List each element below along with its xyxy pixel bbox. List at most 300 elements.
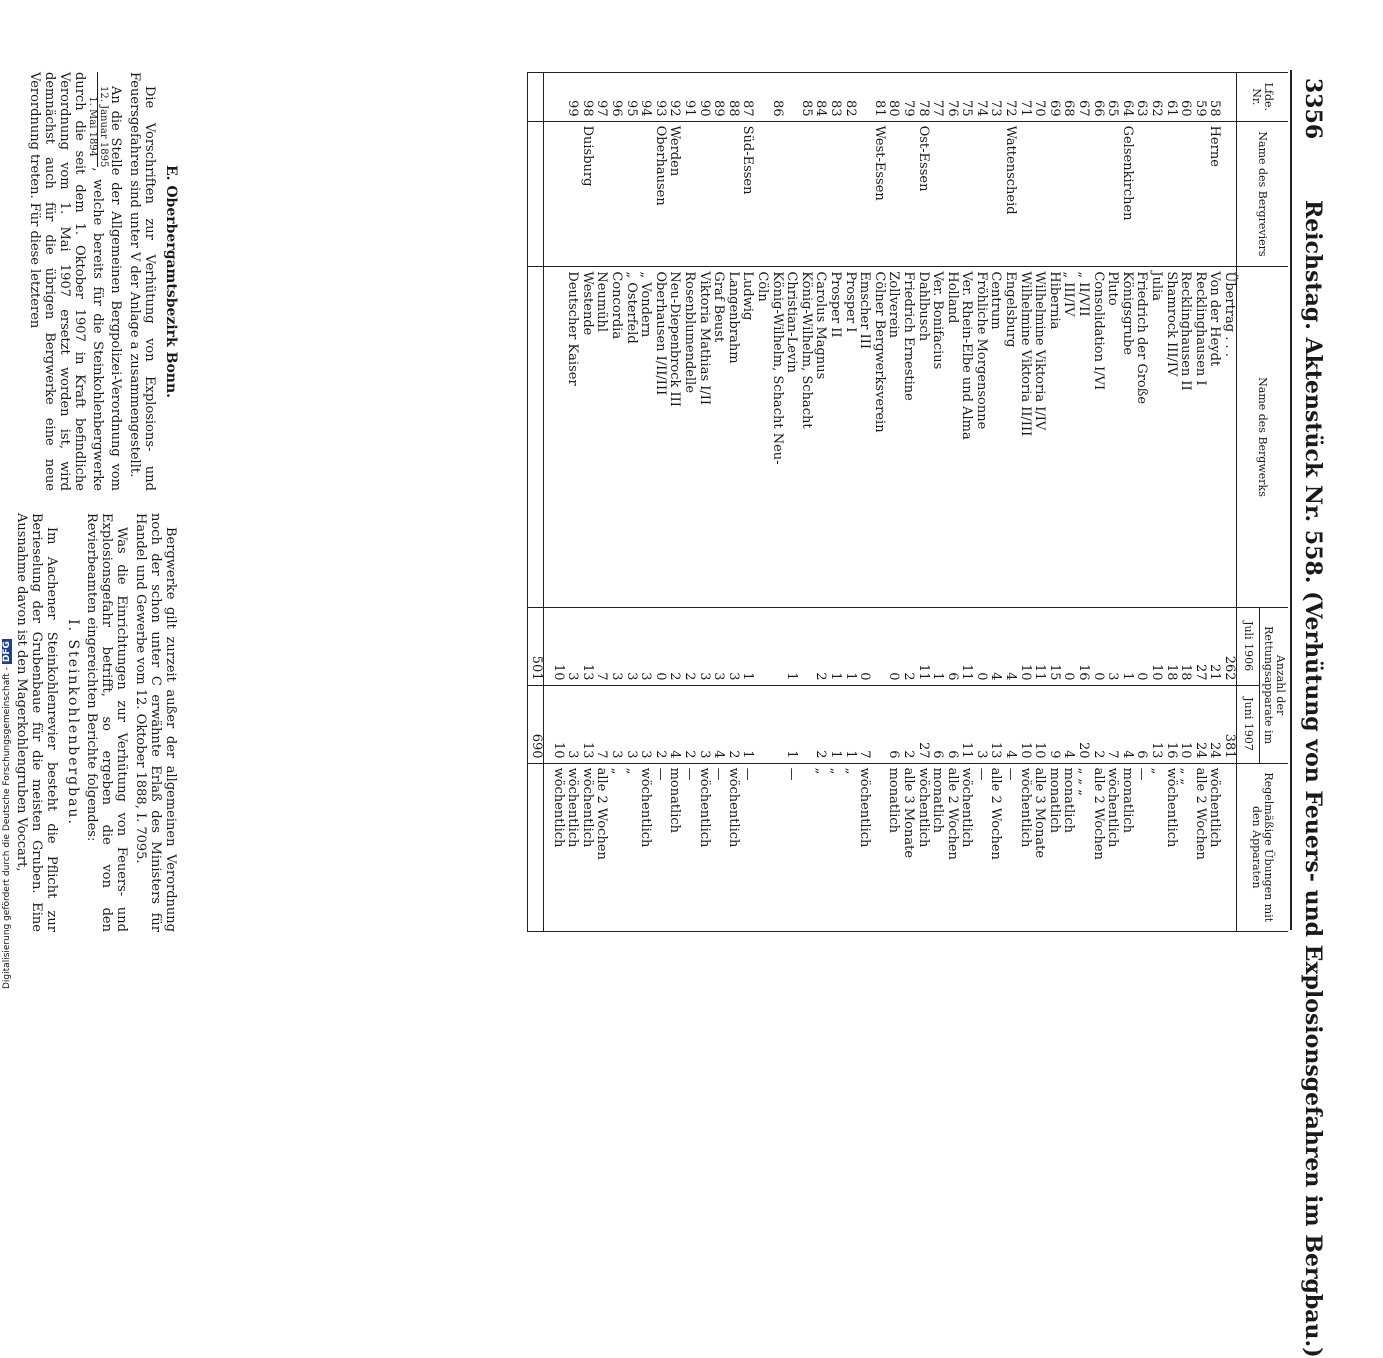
footer-credit [2,639,12,989]
cell-werk: Christian-Levin [784,267,799,607]
cell-juni-1907: 4 [1061,685,1076,763]
right-paragraph-1: Bergwerke gilt zurzeit außer der allgemeinen Verordnung noch der schon unter C erwähnte Erlaß des Ministers für Handel und Gewerbe vom 12. Oktober 1888, I. 7095. [133,513,178,932]
cell-werk: Übertrag . . . [1221,267,1236,607]
cell-juli-1906: 21 [1207,607,1222,685]
cell-werk: Prosper II [827,267,842,607]
cell-juni-1907: 10 [1032,685,1047,763]
cell-juli-1906 [754,607,769,685]
cell-revier [900,121,915,267]
cell-werk [550,267,565,607]
cell-revier [842,121,857,267]
table-row [1105,73,1120,932]
cell-juni-1907: 3 [638,685,653,763]
cell-juli-1906: 4 [1003,607,1018,685]
cell-juli-1906: 0 [1061,607,1076,685]
cell-uebungen [1221,763,1236,931]
cell-juni-1907: 4 [711,685,726,763]
cell-juni-1907: 7 [857,685,872,763]
cell-juni-1907: 10 [1017,685,1032,763]
table-row [944,73,959,932]
cell-revier [930,121,945,267]
cell-werk: Rosenblumendelle [681,267,696,607]
cell-revier: Oberhausen [652,121,667,267]
cell-nr: 90 [696,73,711,122]
cell-uebungen: wöchentlich [857,763,872,931]
table-row [1003,73,1018,932]
cell-revier [1061,121,1076,267]
table-row [1075,73,1090,932]
section-e-heading: E. Oberbergamtsbezirk Bonn. [163,164,179,399]
cell-juli-1906: 2 [900,607,915,685]
table-row [608,73,623,932]
cell-werk: Wilhelmine Viktoria II/III [1017,267,1032,607]
cell-uebungen: „ [623,763,638,931]
cell-juni-1907: 11 [959,685,974,763]
table-row [857,73,872,932]
cell-nr [1221,73,1236,122]
cell-nr: 86 [769,73,784,122]
cell-nr: 63 [1134,73,1149,122]
cell-juni-1907: 27 [915,685,930,763]
cell-juni-1907 [754,685,769,763]
cell-werk: Ver. Rhein-Elbe und Alma [959,267,974,607]
cell-werk: Zollverein [886,267,901,607]
col-header-werk: Name des Bergwerks [1237,267,1289,607]
cell-juli-1906: 1 [740,607,755,685]
p2-text-a: An die Stelle der Allgemeinen Bergpolizei-Verordnung vom [108,86,123,491]
total-empty-cell [528,121,544,267]
cell-juli-1906: 18 [1163,607,1178,685]
cell-juni-1907: 6 [1134,685,1149,763]
cell-revier [550,121,565,267]
cell-nr: 89 [711,73,726,122]
table-row [769,73,784,932]
cell-werk: Emscher III [857,267,872,607]
cell-juni-1907: 10 [1178,685,1193,763]
cell-juni-1907: 6 [886,685,901,763]
cell-nr: 82 [842,73,857,122]
table-header-row [1260,73,1289,932]
cell-revier [608,121,623,267]
cell-uebungen: alle 3 Monate [900,763,915,931]
total-empty-cell [528,763,544,931]
cell-uebungen: alle 2 Wochen [988,763,1003,931]
table-row [711,73,726,932]
cell-juni-1907: 13 [1148,685,1163,763]
cell-uebungen [871,763,886,931]
header-rule [1290,70,1292,930]
cell-juni-1907: 10 [550,685,565,763]
table-row [871,73,886,932]
cell-revier [973,121,988,267]
cell-werk: Langenbrahm [725,267,740,607]
cell-revier [1032,121,1047,267]
cell-nr: 97 [594,73,609,122]
cell-juni-1907: 13 [579,685,594,763]
cell-uebungen: wöchentlich [696,763,711,931]
cell-revier [1105,121,1120,267]
cell-werk: „ III/IV [1061,267,1076,607]
cell-revier [988,121,1003,267]
cell-werk: Recklinghausen II [1178,267,1193,607]
cell-nr: 81 [871,73,886,122]
cell-revier [623,121,638,267]
cell-werk: Engelsburg [1003,267,1018,607]
cell-nr: 95 [623,73,638,122]
cell-juli-1906: 3 [623,607,638,685]
cell-werk: Neumühl [594,267,609,607]
section-e-paragraph-2 [27,72,123,491]
cell-revier [784,121,799,267]
cell-nr: 60 [1178,73,1193,122]
cell-revier [638,121,653,267]
cell-revier [565,121,580,267]
cell-werk: Shamrock III/IV [1163,267,1178,607]
cell-juni-1907: 6 [930,685,945,763]
cell-nr [550,73,565,122]
spacer-cell [544,267,551,607]
table-row [1134,73,1149,932]
cell-werk: Neu-Diepenbrock III [667,267,682,607]
text-column-right [10,513,178,932]
cell-nr: 76 [944,73,959,122]
page-number: 3356 [1300,78,1326,140]
cell-juli-1906: 2 [681,607,696,685]
table-row [988,73,1003,932]
cell-uebungen: monatlich [667,763,682,931]
cell-juli-1906: 1 [842,607,857,685]
cell-revier [1178,121,1193,267]
table-body [528,73,1237,932]
cell-nr: 99 [565,73,580,122]
table-row [565,73,580,932]
cell-juni-1907: 2 [681,685,696,763]
cell-nr: 72 [1003,73,1018,122]
right-paragraph-2: Was die Einrichtungen zur Verhütung von Feuers- und Explosionsgefahr betrifft, so ergeben die von den Revierbeamten eingereichten Berichte folgendes: [84,513,129,932]
cell-werk: „ Osterfeld [623,267,638,607]
cell-juli-1906: 13 [579,607,594,685]
cell-uebungen: wöchentlich [1207,763,1222,931]
cell-revier: West-Essen [871,121,886,267]
table-row [725,73,740,932]
cell-uebungen: wöchentlich [579,763,594,931]
table-row [886,73,901,932]
table-row [1119,73,1134,932]
cell-uebungen: — [973,763,988,931]
cell-nr: 64 [1119,73,1134,122]
cell-uebungen: wöchentlich [725,763,740,931]
cell-uebungen: — [681,763,696,931]
cell-juni-1907: 381 [1221,685,1236,763]
cell-uebungen [754,763,769,931]
cell-werk: Concordia [608,267,623,607]
cell-werk: Consolidation I/VI [1090,267,1105,607]
cell-werk: Pluto [1105,267,1120,607]
cell-werk: Wilhelmine Viktoria I/IV [1032,267,1047,607]
cell-juni-1907: 3 [565,685,580,763]
cell-revier [813,121,828,267]
cell-uebungen: alle 2 Wochen [944,763,959,931]
cell-nr: 94 [638,73,653,122]
cell-nr: 65 [1105,73,1120,122]
cell-juni-1907 [769,685,784,763]
cell-werk: Oberhausen I/II/III [652,267,667,607]
cell-werk: Viktoria Mathias I/II [696,267,711,607]
cell-revier [1075,121,1090,267]
cell-nr: 80 [886,73,901,122]
cell-nr: 88 [725,73,740,122]
cell-juni-1907 [798,685,813,763]
cell-juni-1907: 24 [1207,685,1222,763]
cell-revier: Werden [667,121,682,267]
cell-juni-1907: 20 [1075,685,1090,763]
cell-juni-1907: 9 [1046,685,1061,763]
table-row [784,73,799,932]
spacer-cell [544,121,551,267]
table-total-row [528,73,544,932]
cell-uebungen: „ „ „ [1075,763,1090,931]
fraction-denominator: 1. Mai 1894 [87,96,98,158]
cell-revier [1163,121,1178,267]
cell-nr: 68 [1061,73,1076,122]
cell-juni-1907: 1 [784,685,799,763]
cell-uebungen: monatlich [1119,763,1134,931]
cell-revier [1134,121,1149,267]
cell-juli-1906: 1 [1119,607,1134,685]
cell-revier [827,121,842,267]
cell-werk: Friedrich Ernestine [900,267,915,607]
cell-nr: 87 [740,73,755,122]
cell-revier [696,121,711,267]
col-header-apparate: Anzahl der Rettungsapparate im [1260,607,1289,763]
cell-uebungen: „ [608,763,623,931]
cell-juli-1906: 10 [550,607,565,685]
cell-juni-1907: 2 [1090,685,1105,763]
cell-revier [798,121,813,267]
cell-werk: Deutscher Kaiser [565,267,580,607]
table-row [1148,73,1163,932]
cell-uebungen: wöchentlich [1017,763,1032,931]
cell-nr: 73 [988,73,1003,122]
cell-juli-1906: 3 [608,607,623,685]
fraction-numerator: 12. Januar 1895 [97,72,108,167]
cell-juni-1907: 7 [594,685,609,763]
cell-werk: König-Wilhelm, Schacht [798,267,813,607]
table-row [638,73,653,932]
cell-juli-1906: 0 [1090,607,1105,685]
dfg-logo: DFG [2,641,12,663]
cell-werk: Holland [944,267,959,607]
total-juli-1906: 501 [528,607,544,685]
cell-werk: Julia [1148,267,1163,607]
cell-uebungen: wöchentlich [638,763,653,931]
cell-revier [857,121,872,267]
table-row [959,73,974,932]
cell-juli-1906: 11 [1032,607,1047,685]
cell-werk: Königsgrube [1119,267,1134,607]
cell-juli-1906: 3 [725,607,740,685]
cell-uebungen: monatlich [886,763,901,931]
table-row [740,73,755,932]
cell-juli-1906: 1 [784,607,799,685]
cell-nr: 66 [1090,73,1105,122]
cell-juli-1906: 10 [1017,607,1032,685]
table-row [1090,73,1105,932]
table-row [754,73,769,932]
cell-juli-1906: 0 [886,607,901,685]
cell-uebungen: — [740,763,755,931]
cell-nr: 77 [930,73,945,122]
cell-juni-1907: 4 [667,685,682,763]
section-e-paragraph-1: Die Vorschriften zur Verhütung von Explosions- und Feuersgefahren sind unter V der Anlage a zusammengestellt. [127,72,157,491]
cell-revier: Duisburg [579,121,594,267]
cell-uebungen: — [652,763,667,931]
cell-nr: 98 [579,73,594,122]
cell-revier: Süd-Essen [740,121,755,267]
cell-juni-1907: 6 [944,685,959,763]
cell-uebungen: wöchentlich [1163,763,1178,931]
cell-juli-1906: 18 [1178,607,1193,685]
cell-revier [1148,121,1163,267]
cell-juli-1906: 27 [1192,607,1207,685]
cell-juli-1906: 3 [696,607,711,685]
cell-uebungen: „ [1148,763,1163,931]
cell-juni-1907 [871,685,886,763]
cell-juni-1907: 3 [623,685,638,763]
cell-revier [681,121,696,267]
cell-juni-1907: 13 [988,685,1003,763]
col-header-nr: Lfde. Nr. [1237,73,1289,122]
cell-juli-1906: 15 [1046,607,1061,685]
cell-werk: Cöln [754,267,769,607]
cell-nr: 83 [827,73,842,122]
table-row [1032,73,1047,932]
table-row [579,73,594,932]
total-juni-1907: 690 [528,685,544,763]
cell-revier [711,121,726,267]
cell-nr: 84 [813,73,828,122]
cell-uebungen: — [784,763,799,931]
cell-werk: Ver. Bonifacius [930,267,945,607]
table-row [550,73,565,932]
table-row [1207,73,1222,932]
cell-nr: 79 [900,73,915,122]
table-row [1017,73,1032,932]
cell-uebungen: wöchentlich [915,763,930,931]
cell-juli-1906: 3 [711,607,726,685]
cell-juni-1907: 1 [827,685,842,763]
cell-uebungen: wöchentlich [550,763,565,931]
cell-juli-1906: 2 [667,607,682,685]
cell-revier [959,121,974,267]
cell-revier [1221,121,1236,267]
cell-revier: Ost-Essen [915,121,930,267]
cell-juli-1906: 1 [930,607,945,685]
cell-nr: 74 [973,73,988,122]
cell-revier [1192,121,1207,267]
cell-uebungen: wöchentlich [959,763,974,931]
cell-revier: Gelsenkirchen [1119,121,1134,267]
cell-nr [857,73,872,122]
cell-juni-1907: 4 [1119,685,1134,763]
cell-werk: Dahlbusch [915,267,930,607]
cell-revier [769,121,784,267]
cell-juli-1906: 0 [1134,607,1149,685]
col-header-juni-1907: Juni 1907 [1237,685,1260,763]
cell-juli-1906: 1 [827,607,842,685]
cell-juli-1906: 3 [1105,607,1120,685]
steinkohlen-heading: I. Steinkohlenbergbau. [65,619,81,826]
table-row [1061,73,1076,932]
cell-nr: 59 [1192,73,1207,122]
table-row [973,73,988,932]
cell-uebungen: wöchentlich [565,763,580,931]
cell-juli-1906: 3 [638,607,653,685]
table-row [1178,73,1193,932]
table-row [623,73,638,932]
table-row [798,73,813,932]
table-row [930,73,945,932]
cell-werk: Ludwig [740,267,755,607]
cell-uebungen: alle 3 Monate [1032,763,1047,931]
cell-nr: 93 [652,73,667,122]
table-row [915,73,930,932]
p2-text-b: , welche bereits für die Steinkohlenbergwerke durch die seit dem 1. Oktober 1907 in Kraft befindliche Verordnung vom 1. Mai 1907 ersetzt worden ist, wird demnächst auch für die übrigen Bergwerke eine neue Verordnung treten. Für diese letzteren [27,72,105,491]
cell-juli-1906 [871,607,886,685]
text-block [10,72,178,932]
cell-juli-1906: 262 [1221,607,1236,685]
cell-juli-1906: 16 [1075,607,1090,685]
table-row [681,73,696,932]
cell-uebungen: alle 2 Wochen [1090,763,1105,931]
cell-revier [1017,121,1032,267]
cell-nr: 62 [1148,73,1163,122]
cell-juli-1906: 0 [652,607,667,685]
cell-nr: 69 [1046,73,1061,122]
cell-nr: 67 [1075,73,1090,122]
cell-juli-1906 [798,607,813,685]
cell-uebungen [798,763,813,931]
cell-uebungen: „ [813,763,828,931]
cell-juli-1906: 0 [857,607,872,685]
cell-nr: 75 [959,73,974,122]
cell-juni-1907: 16 [1163,685,1178,763]
cell-werk: Centrum [988,267,1003,607]
cell-werk: Prosper I [842,267,857,607]
table-row [696,73,711,932]
col-header-juli-1906: Juli 1906 [1237,607,1260,685]
cell-juli-1906 [769,607,784,685]
cell-nr: 91 [681,73,696,122]
cell-juni-1907: 3 [973,685,988,763]
col-header-revier: Name des Bergreviers [1237,121,1289,267]
cell-juli-1906: 11 [915,607,930,685]
table-row [900,73,915,932]
cell-juli-1906: 11 [959,607,974,685]
cell-juli-1906: 6 [944,607,959,685]
cell-nr: 70 [1032,73,1047,122]
cell-uebungen: alle 2 Wochen [594,763,609,931]
table-row [813,73,828,932]
cell-uebungen: monatlich [930,763,945,931]
cell-nr: 71 [1017,73,1032,122]
cell-revier [1090,121,1105,267]
cell-werk: Von der Heydt [1207,267,1222,607]
table-row [594,73,609,932]
total-empty-cell [528,73,544,122]
cell-nr [784,73,799,122]
cell-werk: Graf Beust [711,267,726,607]
